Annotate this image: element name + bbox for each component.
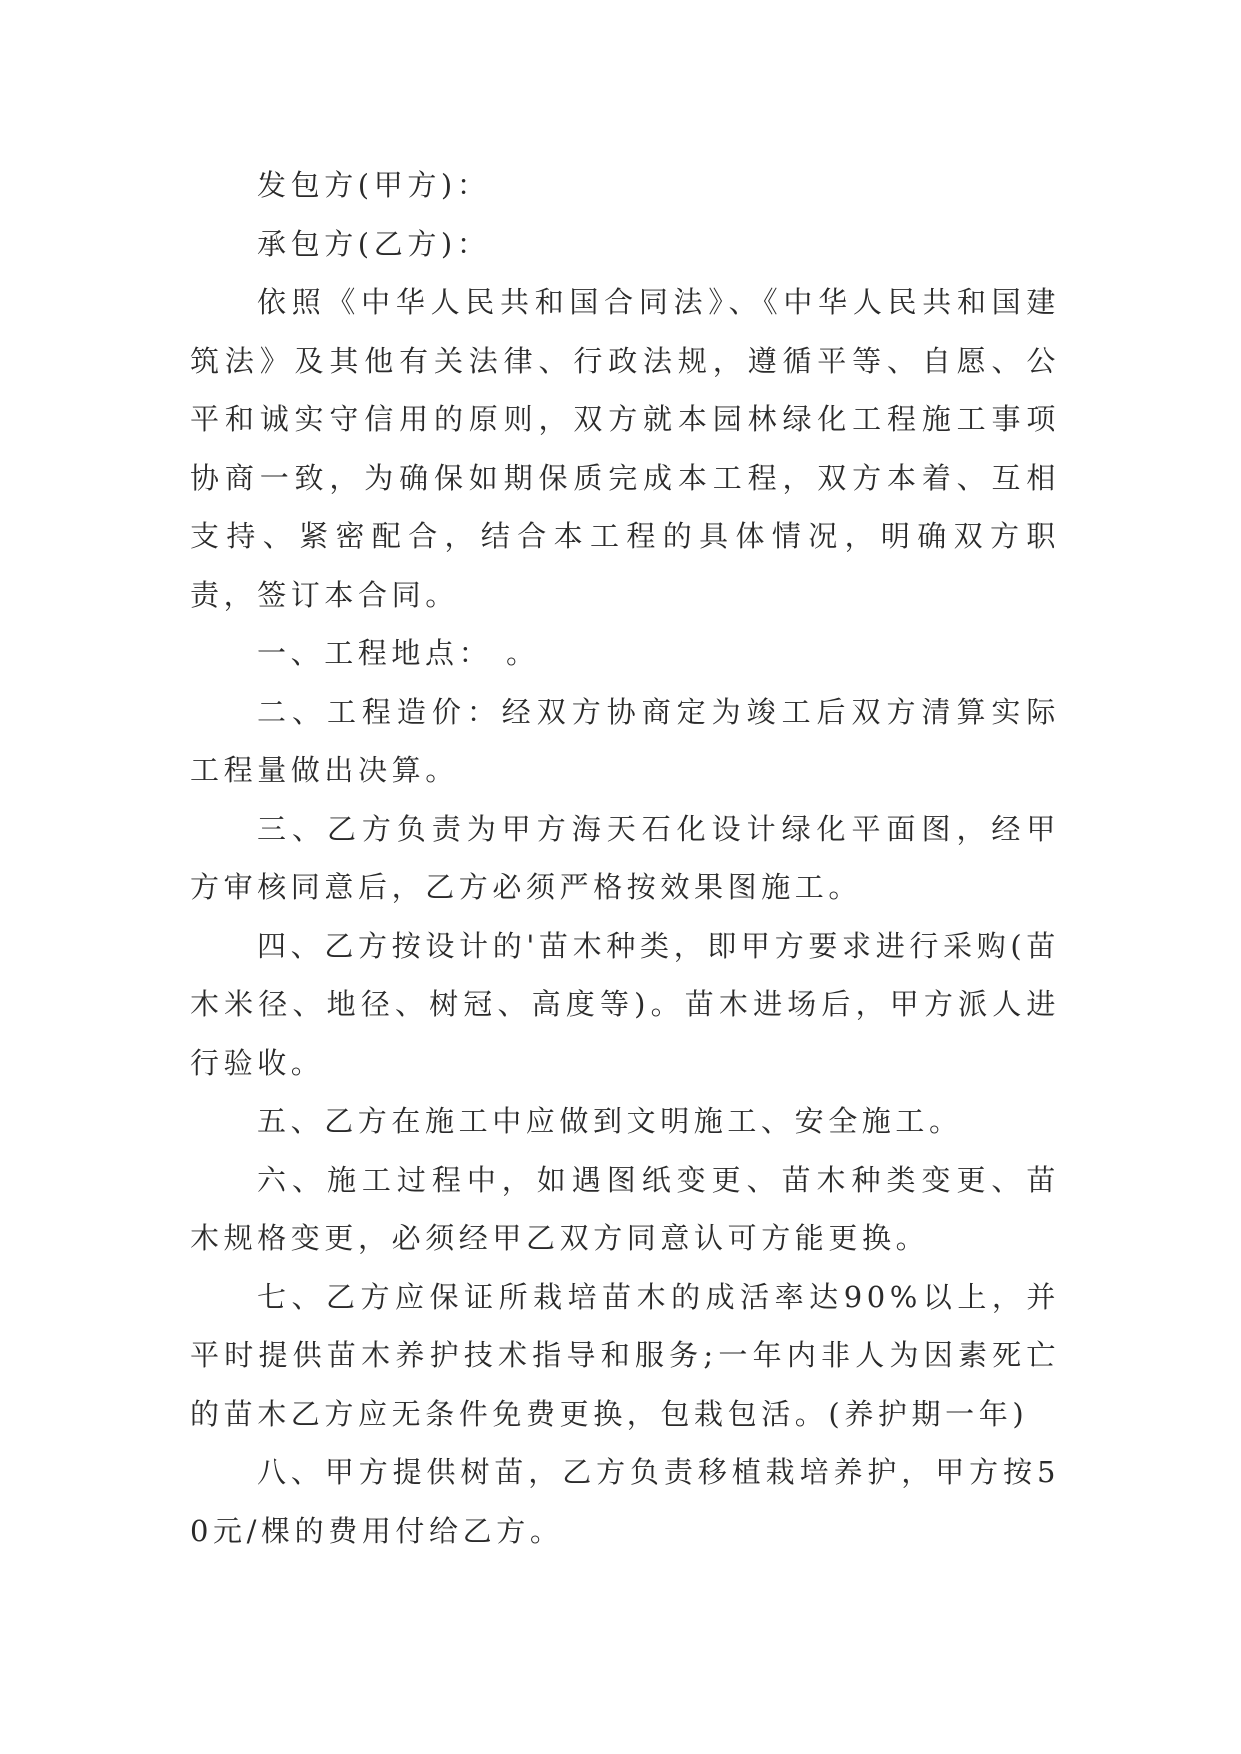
clause-8-seedlings-fee: 八、甲方提供树苗，乙方负责移植栽培养护，甲方按50元/棵的费用付给乙方。	[190, 1455, 1060, 1548]
clause-3-design: 三、乙方负责为甲方海天石化设计绿化平面图，经甲方审核同意后，乙方必须严格按效果图施工。	[190, 811, 1060, 904]
party-a-line: 发包方(甲方)：	[257, 168, 491, 202]
party-b-line: 承包方(乙方)：	[257, 226, 491, 261]
preamble-paragraph: 依照《中华人民共和国合同法》、《中华人民共和国建筑法》及其他有关法律、行政法规，遵循平等、自愿、公平和诚实守信用的原则，双方就本园林绿化工程施工事项协商一致，为确保如期保质完成本工程，双方本着、互相支持、紧密配合，结合本工程的具体情况，明确双方职责，签订本合同。	[190, 285, 1060, 612]
clause-6-changes: 六、施工过程中，如遇图纸变更、苗木种类变更、苗木规格变更，必须经甲乙双方同意认可方能更换。	[190, 1162, 1060, 1255]
clause-2-cost: 二、工程造价：经双方协商定为竣工后双方清算实际工程量做出决算。	[190, 694, 1060, 787]
clause-7-survival-rate: 七、乙方应保证所栽培苗木的成活率达90%以上，并平时提供苗木养护技术指导和服务;一年内非人为因素死亡的苗木乙方应无条件免费更换，包栽包活。(养护期一年)	[190, 1279, 1060, 1431]
clause-4-procurement: 四、乙方按设计的'苗木种类，即甲方要求进行采购(苗木米径、地径、树冠、高度等)。苗木进场后，甲方派人进行验收。	[190, 928, 1060, 1080]
clause-5-safety: 五、乙方在施工中应做到文明施工、安全施工。	[257, 1104, 963, 1138]
contract-body	[190, 156, 1060, 1560]
clause-1-location: 一、工程地点： 。	[257, 636, 540, 670]
